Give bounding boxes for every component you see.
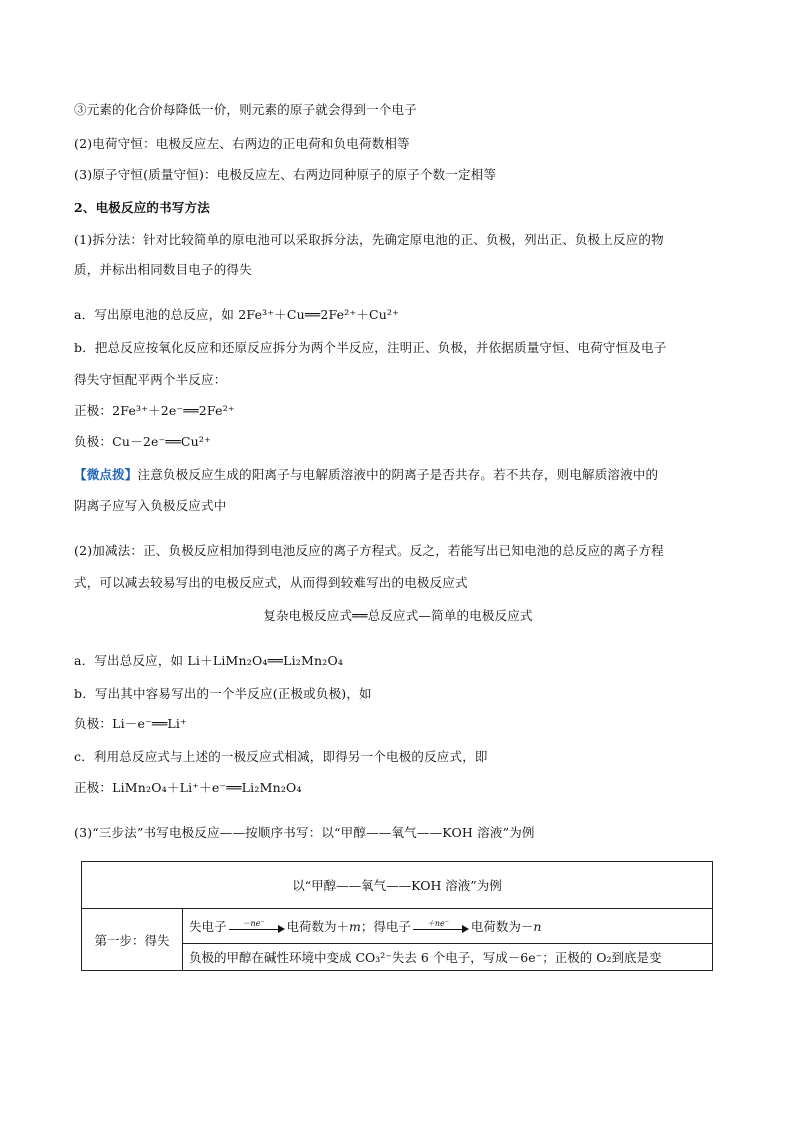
table-row: 失电子 －ne⁻ 电荷数为＋m；得电子 ＋ne⁻ 电荷数为－n — [183, 909, 713, 944]
paragraph-line: 得失守恒配平两个半反应： — [74, 372, 227, 387]
equation-line: a．写出原电池的总反应，如 2Fe³⁺＋Cu══2Fe²⁺＋Cu²⁺ — [74, 307, 400, 322]
paragraph-line: 式，可以减去较易写出的电极反应式，从而得到较难写出的电极反应式 — [74, 575, 468, 590]
equation-line: 负极：Li－e⁻══Li⁺ — [74, 716, 187, 731]
paragraph-line: c．利用总反应式与上述的一极反应式相减，即得另一个电极的反应式，即 — [74, 749, 488, 764]
paragraph-line: b．把总反应按氧化反应和还原反应拆分为两个半反应，注明正、负极，并依据质量守恒、电荷守恒及电子 — [74, 340, 667, 355]
paragraph-line: (3)原子守恒(质量守恒)：电极反应左、右两边同种原子的原子个数一定相等 — [74, 167, 497, 182]
paragraph-line: (3)“三步法”书写电极反应——按顺序书写：以“甲醇——氧气——KOH 溶液”为例 — [74, 825, 535, 840]
paragraph-line: b．写出其中容易写出的一个半反应(正极或负极)，如 — [74, 686, 372, 701]
tip-tag: 【微点拨】 — [74, 467, 138, 482]
tip-line — [74, 467, 722, 483]
table-row: 负极的甲醇在碱性环境中变成 CO₃²⁻失去 6 个电子，写成－6e⁻；正极的 O₂到底是变 — [183, 944, 713, 971]
paragraph-line: (1)拆分法：针对比较简单的原电池可以采取拆分法，先确定原电池的正、负极，列出正、负极上反应的物 — [74, 232, 664, 247]
table-header: 以“甲醇——氧气——KOH 溶液”为例 — [82, 862, 713, 909]
equation-line: a．写出总反应，如 Li＋LiMn₂O₄══Li₂Mn₂O₄ — [74, 653, 344, 668]
paragraph-line: ③元素的化合价每降低一价，则元素的原子就会得到一个电子 — [74, 102, 417, 117]
paragraph-line: (2)电荷守恒：电极反应左、右两边的正电荷和负电荷数相等 — [74, 136, 410, 151]
formula-centered: 复杂电极反应式══总反应式—简单的电极反应式 — [263, 608, 533, 623]
paragraph-line: (2)加减法：正、负极反应相加得到电池反应的离子方程式。反之，若能写出已知电池的总反应的离子方程 — [74, 543, 664, 558]
equation-line: 正极：LiMn₂O₄＋Li⁺＋e⁻══Li₂Mn₂O₄ — [74, 780, 302, 795]
tip-text: 注意负极反应生成的阳离子与电解质溶液中的阴离子是否共存。若不共存，则电解质溶液中的 — [137, 467, 659, 482]
arrow-icon: －ne⁻ — [229, 922, 285, 934]
arrow-icon: ＋ne⁻ — [413, 922, 469, 934]
equation-line: 负极：Cu－2e⁻══Cu²⁺ — [74, 434, 211, 449]
paragraph-line: 质，并标出相同数目电子的得失 — [74, 262, 252, 277]
equation-line: 正极：2Fe³⁺＋2e⁻══2Fe²⁺ — [74, 403, 235, 418]
three-step-table — [81, 861, 713, 971]
paragraph-line: 阴离子应写入负极反应式中 — [74, 498, 227, 513]
step1-label: 第一步：得失 — [82, 909, 183, 971]
section-heading: 2、电极反应的书写方法 — [74, 200, 210, 215]
